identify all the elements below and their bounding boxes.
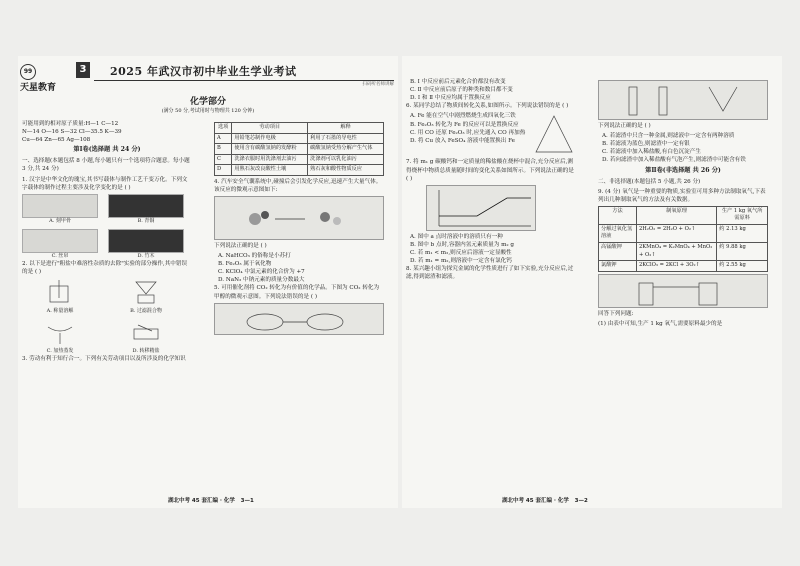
catalyst-diagram-icon [215, 304, 383, 336]
table-header-row [215, 123, 384, 134]
table-cell: 2KMnO₄ = K₂MnO₄ + MnO₂ + O₂↑ [636, 242, 716, 260]
option-label: D. 转移精盐 [132, 347, 160, 354]
question-9-sub-1: (1) 由表中可知,生产 1 kg 氧气,需要原料最少的是 [598, 320, 723, 327]
option-text: D. 若向滤渣中加入稀盐酸有气泡产生,则滤渣中可能含有铁 [602, 157, 746, 164]
option-text: D. 将 Cu 放入 FeSO₄ 溶液中能置换出 Fe [410, 137, 515, 144]
table-cell: B [215, 144, 232, 155]
question-5: 5. 可用催化剂将 CO₂ 转化为有价值的化学品。下图为 CO₂ 转化为甲醇的微观示意图。下列说法错误的是 ( ) [214, 285, 380, 300]
option-a [22, 194, 98, 225]
table-cell: D [215, 165, 232, 176]
question-9-prompt: 回答下列问题: [598, 310, 634, 317]
table-header: 制氧原理 [636, 206, 716, 224]
question-7-options [406, 233, 576, 265]
option-label: A. 刻甲骨 [49, 217, 71, 224]
option-b [108, 278, 184, 314]
question-4-stem: 下列说法正确的是 ( ) [214, 242, 267, 249]
table-cell: 分解过氧化氢溶液 [599, 224, 637, 242]
option-text: D. Ⅰ 和 Ⅱ 中反应均属于置换反应 [410, 95, 491, 102]
transfer-apparatus-icon [108, 319, 184, 345]
table-row [215, 144, 384, 155]
table-cell: 高锰酸钾 [599, 242, 637, 260]
question-2: 2. 以下是进行"粗盐中难溶性杂质的去除"实验的部分操作,其中错误的是 ( ) [22, 261, 188, 276]
metal-experiment-diagram [598, 80, 768, 120]
option-text: C. Ⅱ 中反应前后原子的种类和数目都不变 [410, 87, 513, 94]
question-6: 6. 某同学总结了物质间转化关系,如图所示。下列说法错误的是 ( ) [406, 103, 569, 110]
mass-time-graph [426, 185, 536, 231]
question-1: 1. 汉字是中华文化的瑰宝,其书写载体与制作工艺千变万化。下列文字载体的制作过程主要涉及化学变化的是 ( ) [22, 176, 188, 191]
left-column-2 [214, 120, 384, 490]
question-8: 8. 某兴趣小组为探究金属的化学性质进行了如下实验,充分反应后,过滤,得到滤渣和滤液。 [406, 266, 574, 281]
table-header: 方法 [599, 206, 637, 224]
question-4: 4. 汽车安全气囊系统中,碰撞后会引发化学反应,迅速产生大量气体。该反应的微观示意图如下: [214, 178, 382, 193]
option-text: C. 用 CO 还原 Fe₂O₃ 时,应先通入 CO 再加热 [410, 129, 526, 136]
filter-apparatus-icon [108, 278, 184, 304]
page-footer-right [502, 498, 588, 506]
bronze-image [108, 194, 184, 218]
page-footer-left [168, 498, 254, 506]
option-text: C. KClO₄ 中氯元素的化合价为 +7 [218, 269, 305, 276]
option-label: B. 过滤混合物 [130, 307, 162, 314]
table-row [215, 154, 384, 165]
section-2-title: 第Ⅱ卷(非选择题 共 26 分) [645, 166, 721, 174]
section-1-instructions: 一、选择题(本题包括 8 小题,每小题只有一个选项符合题意。每小题 3 分,共 24 分) [22, 158, 190, 173]
option-text: C. 若滤液中加入稀盐酸,有白色沉淀产生 [602, 149, 701, 156]
brand-logo-mark: 99 [23, 68, 33, 75]
table-row [599, 224, 768, 242]
evaporate-apparatus-icon [22, 319, 98, 345]
footer-page-number: 3—2 [574, 498, 588, 505]
option-text: D. NaN₃ 中钠元素的质量分数最大 [218, 277, 305, 284]
table-header: 生产 1 kg 氧气所需原料 [717, 206, 768, 224]
question-2-options [22, 278, 192, 355]
brand-logo-icon [20, 64, 36, 80]
footer-series: 湖北中考 45 套汇编 · 化学 [168, 498, 235, 505]
section-1-title: 第Ⅰ卷(选择题 共 24 分) [73, 146, 141, 154]
gas-bottle-icon [599, 275, 767, 309]
table-row [215, 133, 384, 144]
bamboo-image [108, 229, 184, 253]
question-8-stem: 下列说法正确的是 ( ) [598, 123, 651, 129]
right-column-2 [598, 78, 768, 498]
question-5-options [406, 78, 576, 102]
brand-name: 天星教育 [20, 83, 57, 93]
table-cell: 约 2.13 kg [717, 224, 768, 242]
table-row [215, 165, 384, 176]
option-label: A. 称量溶解 [46, 307, 74, 314]
table-cell: 用熟石灰改良酸性土壤 [232, 165, 308, 176]
left-page [18, 56, 398, 508]
question-9: 9. (4 分) 氧气是一种重要的物质,实验室可用多种方法制取氧气,下表列出几种制取氧气的方法及有关数据。 [598, 188, 766, 203]
table-cell: 碳酸氢钠受热分解产生气体 [308, 144, 384, 155]
dissolve-apparatus-icon [22, 278, 98, 304]
option-text: A. 若滤渣中只含一种金属,则滤液中一定含有两种溶质 [602, 133, 735, 140]
option-text: A. Fe 能在空气中剧烈燃烧生成四氧化三铁 [410, 113, 516, 120]
option-b [108, 194, 184, 225]
option-text: B. Fe₂O₃ 转化为 Fe 的反应可以是置换反应 [410, 121, 519, 128]
table-header: 解释 [308, 123, 384, 134]
section-2-instructions: 二、非选择题(本题包括 5 小题,共 26 分) [598, 178, 701, 185]
table-cell: 2H₂O₂ = 2H₂O + O₂↑ [636, 224, 716, 242]
table-cell: 2KClO₃ = 2KCl + 3O₂↑ [636, 261, 716, 272]
table-cell: 用铅笔芯制作电极 [232, 133, 308, 144]
option-label: C. 加热蒸发 [46, 347, 74, 354]
table-cell: 洗涤剂可以乳化油污 [308, 154, 384, 165]
silk-image [22, 229, 98, 253]
option-text: B. Ⅰ 中反应前后元素化合价都没有改变 [410, 79, 506, 85]
atomic-mass-line: N—14 O—16 S—32 Cl—35.5 K—39 [22, 129, 122, 136]
airbag-reaction-diagram [214, 196, 384, 240]
exam-info: (满分 50 分,考试用时与物理共 120 分钟) [161, 108, 255, 114]
option-d [108, 319, 184, 355]
left-column-1 [22, 120, 192, 500]
co2-conversion-diagram [214, 303, 384, 335]
molecule-diagram-icon [215, 197, 383, 241]
option-c [22, 319, 98, 355]
option-c [22, 229, 98, 260]
question-1-options [22, 194, 192, 261]
option-text: D. 若 m₁ = m₂,则溶液中一定含有氯化钙 [410, 258, 512, 265]
oxygen-apparatus-diagram [598, 274, 768, 308]
option-label: B. 青铜 [137, 217, 155, 224]
qr-note: 扫码听名师讲解 [362, 82, 394, 87]
question-3: 3. 劳动有利于知行合一。下列有关劳动项目以及所涉及的化学知识 [22, 356, 186, 363]
option-text: A. NaHCO₃ 的俗称是小苏打 [218, 252, 291, 259]
option-label: D. 竹木 [137, 253, 155, 259]
line-graph-icon [427, 186, 537, 232]
question-8-options [598, 132, 768, 164]
table-row [599, 261, 768, 272]
right-page [402, 56, 782, 508]
table-header: 选项 [215, 123, 232, 134]
footer-page-number: 3—1 [240, 498, 254, 505]
question-9-table [598, 206, 768, 272]
table-cell: A [215, 133, 232, 144]
table-header: 劳动项目 [232, 123, 308, 134]
table-cell: 洗涤衣服时用洗涤剂去油污 [232, 154, 308, 165]
atomic-mass-line: Cu—64 Zn—65 Ag—108 [22, 137, 91, 144]
table-cell: 约 9.88 kg [717, 242, 768, 260]
header-divider [94, 80, 394, 81]
bone-image [22, 194, 98, 218]
subject-title: 化学部分 [189, 97, 226, 107]
option-label: C. 丝帛 [51, 253, 69, 259]
paper-number-badge: 3 [76, 62, 90, 78]
table-cell: C [215, 154, 232, 165]
option-d [108, 229, 184, 260]
question-4-options [214, 252, 384, 284]
table-row [599, 242, 768, 260]
option-text: B. 若滤液为蓝色,则滤渣中一定有银 [602, 141, 690, 148]
question-7: 7. 将 m₁ g 碳酸钙和一定质量的稀盐酸在烧杯中混合,充分反应后,测得烧杯中物质总质量随时间的变化关系如图所示。下列说法正确的是 ( ) [406, 159, 574, 182]
table-header-row [599, 206, 768, 224]
table-cell: 利用了石墨的导电性 [308, 133, 384, 144]
exam-header [18, 60, 398, 92]
footer-series: 湖北中考 45 套汇编 · 化学 [502, 498, 569, 505]
table-cell: 约 2.55 kg [717, 261, 768, 272]
option-a [22, 278, 98, 314]
question-3-table [214, 122, 384, 176]
question-6-body [406, 112, 576, 158]
atomic-mass-line: 可能用到的相对原子质量:H—1 C—12 [22, 121, 119, 127]
option-text: B. Fe₂O₃ 属于氧化物 [218, 261, 272, 268]
question-6-options [406, 112, 528, 158]
option-text: B. 图中 b 点时,容器内氢元素质量为 m₂ g [410, 241, 514, 248]
table-cell: 氯酸钾 [599, 261, 637, 272]
test-tube-icon [599, 81, 767, 121]
option-text: A. 图中 a 点时溶液中的溶质只有一种 [410, 233, 503, 240]
exam-title: 2025 年武汉市初中毕业生学业考试 [110, 65, 297, 78]
table-cell: 熟石灰和酸性物质反应 [308, 165, 384, 176]
option-text: C. 若 m₁ < m₂,则反应后溶液一定显酸性 [410, 249, 512, 256]
right-column-1 [406, 78, 576, 498]
table-cell: 使用含有碳酸氢钠的发酵粉 [232, 144, 308, 155]
conversion-triangle-icon [532, 112, 576, 158]
